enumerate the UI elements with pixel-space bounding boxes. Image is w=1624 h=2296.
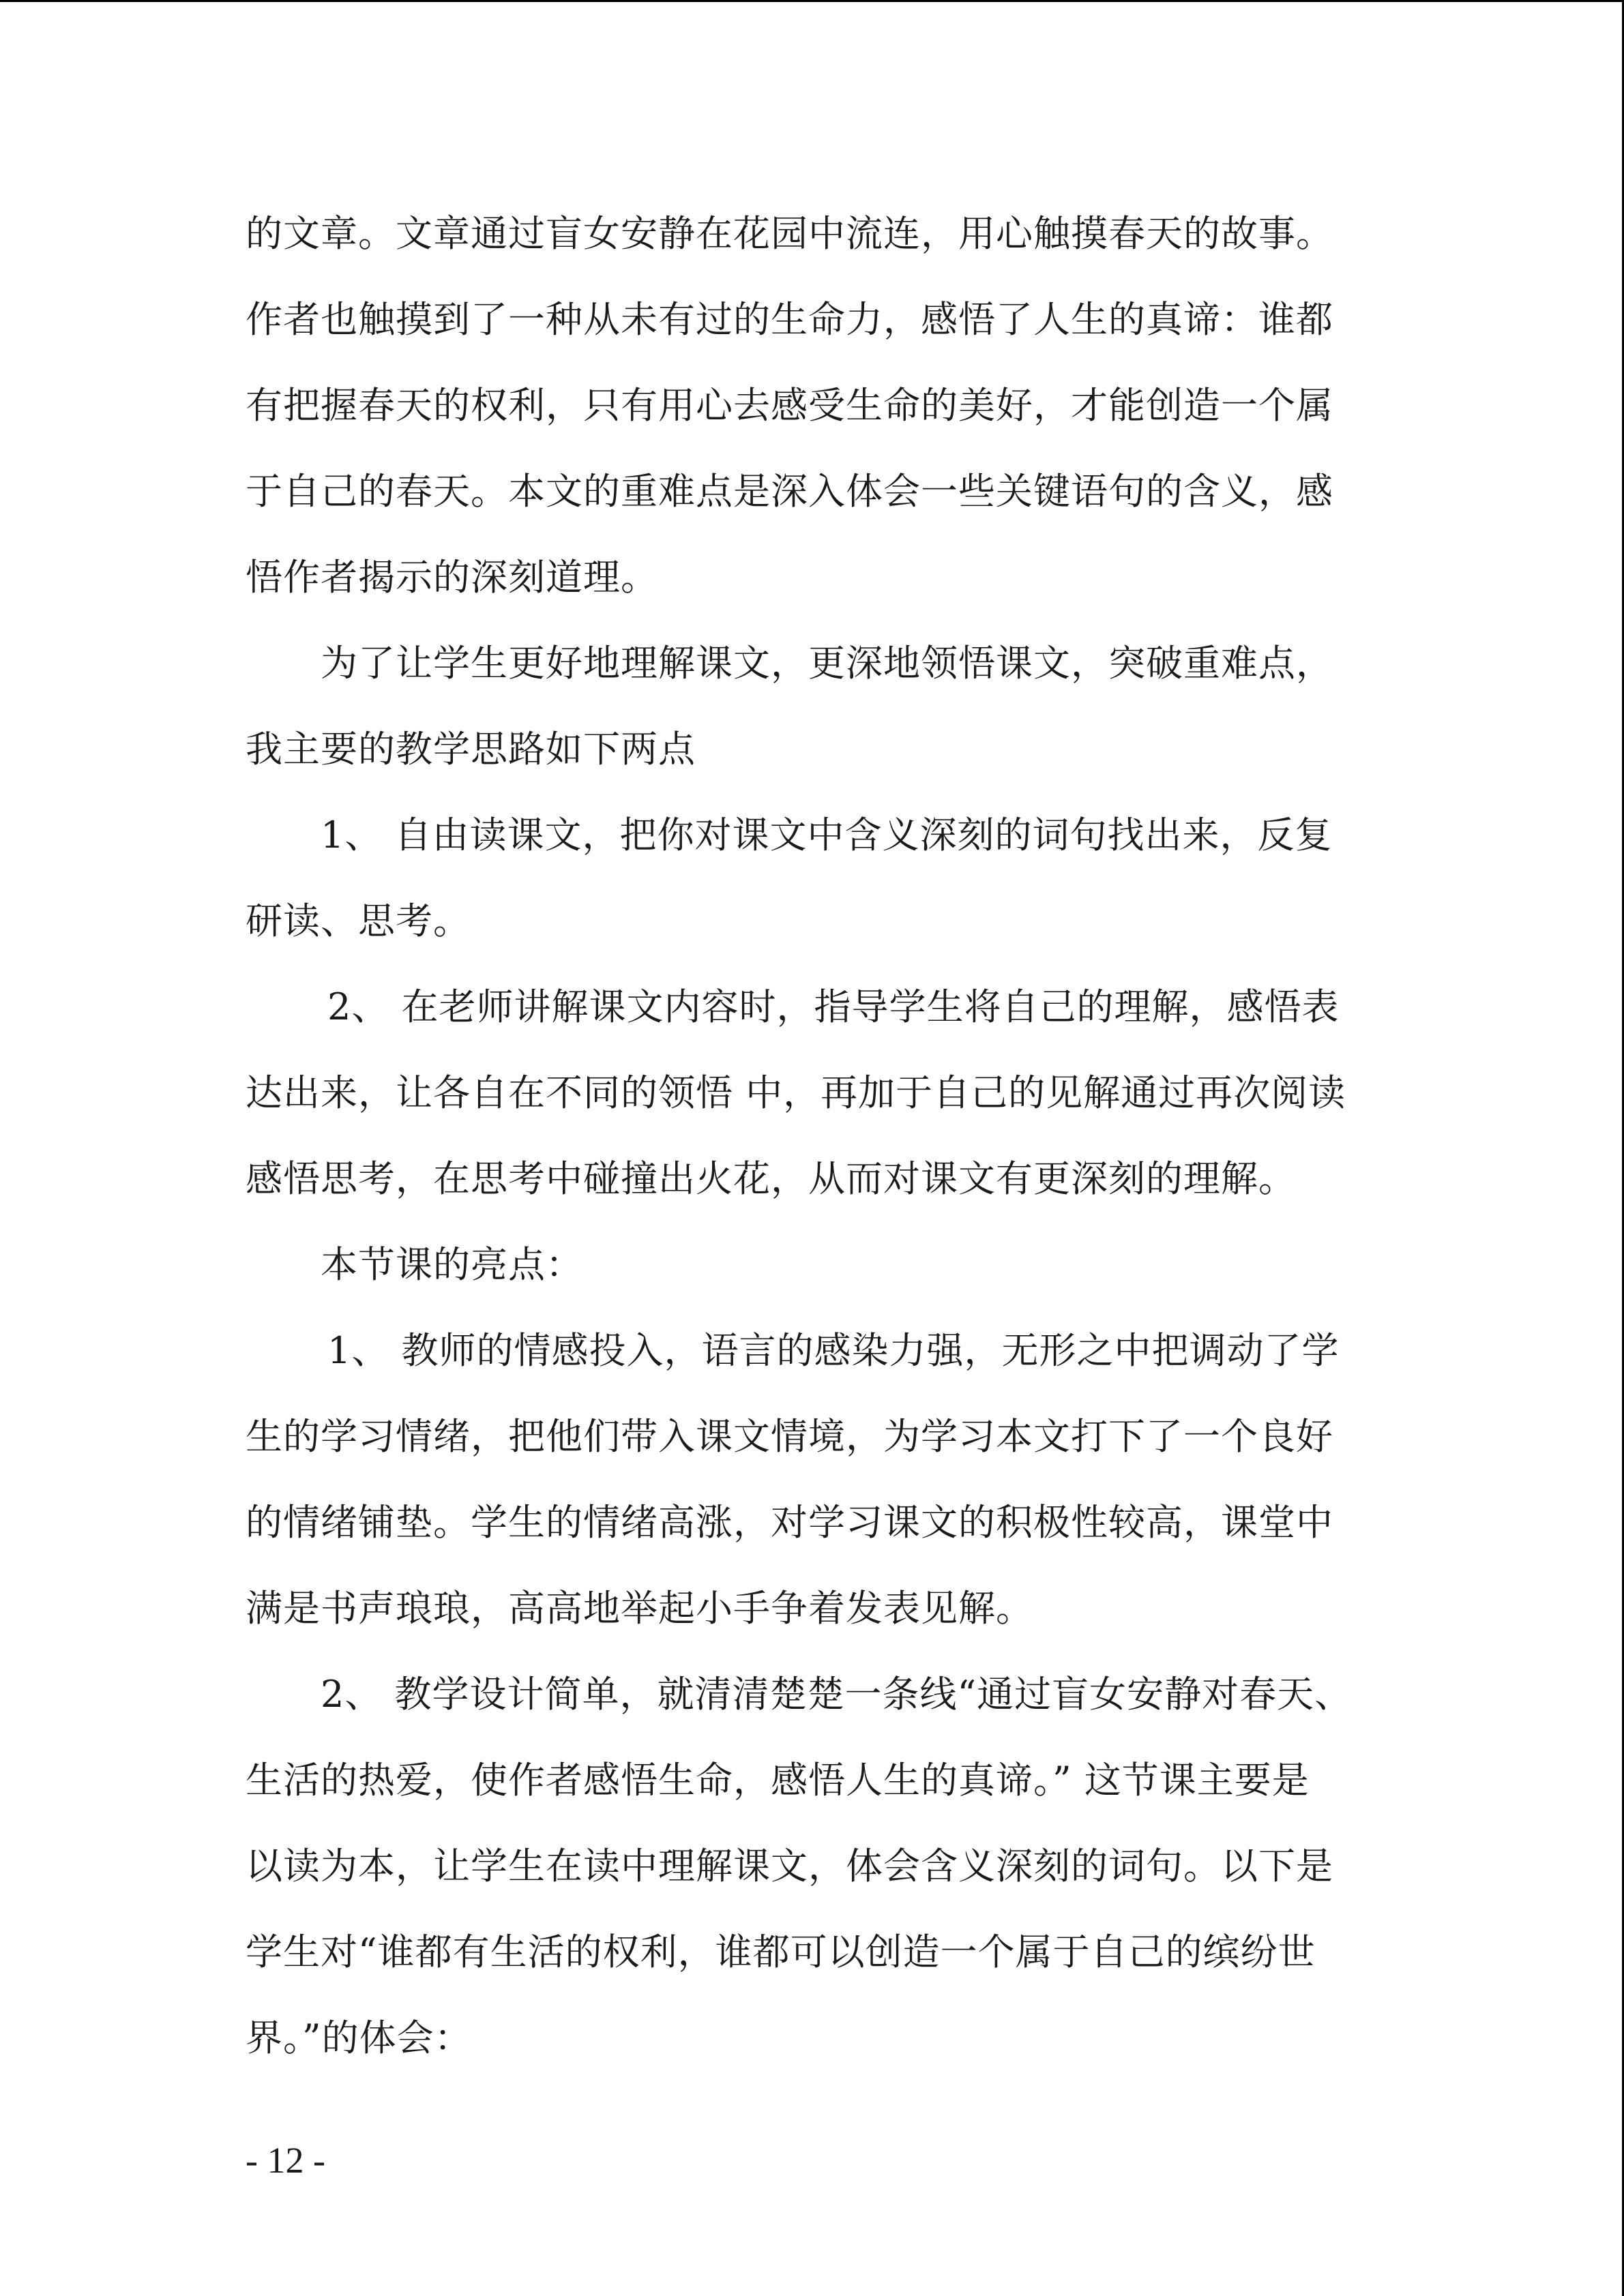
body-line-9: 研读、思考。 [246,899,471,942]
body-line-17: 满是书声琅琅，高高地举起小手争着发表见解。 [246,1587,1033,1630]
page-number: - 12 - [246,2140,325,2181]
body-line-19: 生活的热爱，使作者感悟生命，感悟人生的真谛。” 这节课主要是 [246,1759,1310,1802]
body-line-21: 学生对“谁都有生活的权利，谁都可以创造一个属于自己的缤纷世 [246,1930,1316,1973]
body-line-12: 感悟思考，在思考中碰撞出火花，从而对课文有更深刻的理解。 [246,1157,1296,1200]
body-line-2: 作者也触摸到了一种从未有过的生命力，感悟了人生的真谛：谁都 [246,298,1333,341]
body-line-20: 以读为本，让学生在读中理解课文，体会含义深刻的词句。以下是 [246,1845,1333,1888]
body-line-11: 达出来，让各自在不同的领悟 中，再加于自己的见解通过再次阅读 [246,1071,1346,1114]
list-item-2: 2、 在老师讲解课文内容时，指导学生将自己的理解，感悟表 [327,985,1340,1028]
section-heading: 本节课的亮点： [321,1243,583,1286]
top-border-rule [0,0,1624,2]
list-item-1: 1、 自由读课文，把你对课文中含义深刻的词句找出来，反复 [321,814,1333,856]
body-line-4: 于自己的春天。本文的重难点是深入体会一些关键语句的含义，感 [246,470,1333,513]
body-line-5: 悟作者揭示的深刻道理。 [246,556,658,599]
body-line-22: 界。”的体会： [246,2016,472,2059]
body-line-3: 有把握春天的权利，只有用心去感受生命的美好，才能创造一个属 [246,384,1333,427]
body-line-7: 我主要的教学思路如下两点 [246,728,696,771]
body-line-1: 的文章。文章通过盲女安静在花园中流连，用心触摸春天的故事。 [246,212,1333,255]
highlight-item-1: 1、 教师的情感投入，语言的感染力强，无形之中把调动了学 [327,1329,1340,1372]
body-line-15: 生的学习情绪，把他们带入课文情境，为学习本文打下了一个良好 [246,1415,1333,1458]
body-line-6: 为了让学生更好地理解课文，更深地领悟课文，突破重难点， [321,642,1333,685]
highlight-item-2: 2、 教学设计简单，就清清楚楚一条线“通过盲女安静对春天、 [321,1673,1353,1716]
body-line-16: 的情绪铺垫。学生的情绪高涨，对学习课文的积极性较高，课堂中 [246,1501,1333,1544]
